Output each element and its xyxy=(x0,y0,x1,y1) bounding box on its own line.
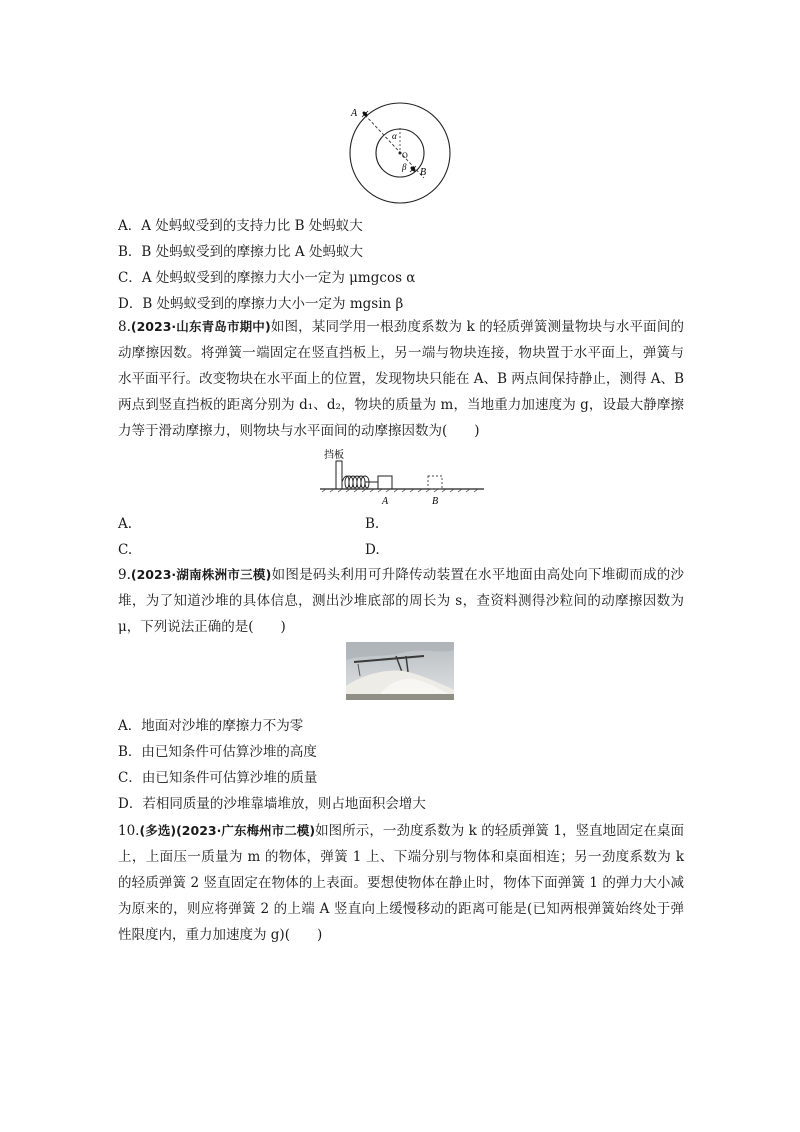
label-o: O xyxy=(402,151,408,160)
q9-number: 9. xyxy=(118,567,131,583)
q7-option-a: A．A 处蚂蚁受到的支持力比 B 处蚂蚁大 xyxy=(118,218,363,234)
q7-option-c: C．A 处蚂蚁受到的摩擦力大小一定为 μmgcos α xyxy=(118,270,416,286)
block-at-b xyxy=(428,476,442,489)
q7-option-d: D．B 处蚂蚁受到的摩擦力大小一定为 mgsin β xyxy=(118,296,404,312)
wall-board xyxy=(336,461,342,489)
point-a-label: A xyxy=(382,496,389,507)
q8-source: (2023·山东青岛市期中) xyxy=(130,319,271,334)
label-alpha: α xyxy=(392,131,397,141)
point-b-label: B xyxy=(432,496,439,507)
q9-body: 如图是码头利用可升降传动装置在水平地面由高处向下堆砌而成的沙堆，为了知道沙堆的具体信息，测出沙堆底部的周长为 s，查资料测得沙粒间的动摩擦因数为 μ，下列说法正确的是( ) xyxy=(118,567,685,635)
q8-option-b: B. xyxy=(365,516,380,532)
q8-text xyxy=(118,314,684,444)
diameter-dashed-line xyxy=(365,115,427,178)
q8-number: 8. xyxy=(118,319,131,335)
q10-text xyxy=(118,818,684,948)
board-label: 挡板 xyxy=(324,450,344,461)
block-at-a xyxy=(378,476,392,489)
label-a: A xyxy=(351,108,358,119)
q8-body: 如图，某同学用一根劲度系数为 k 的轻质弹簧测量物块与水平面间的动摩擦因数。将弹簧一端固定在竖直挡板上，另一端与物块连接，物块置于水平面上，弹簧与水平面平行。改变物块在水平面上的位置，发现物块只能在 A、B 两点间保持静止，测得 A、B 两点到竖直挡板的距离分别为 d₁、d₂，物块的质量为 m，当地重力加速度为 g，设最大静摩擦力等于滑动摩擦力，则物块与水平面间的动摩擦因数为( ) xyxy=(118,319,685,439)
q9-option-a: A．地面对沙堆的摩擦力不为零 xyxy=(118,718,304,734)
q10-source: (多选)(2023·广东梅州市二模) xyxy=(139,823,316,838)
q8-option-a: A. xyxy=(118,516,133,532)
spring-block-figure xyxy=(318,446,486,510)
q9-option-d: D．若相同质量的沙堆靠墙堆放，则占地面积会增大 xyxy=(118,796,426,812)
sand-pile-photo xyxy=(346,642,454,700)
label-b: B xyxy=(420,167,427,178)
q9-source: (2023·湖南株洲市三模) xyxy=(130,567,272,582)
spring-coil xyxy=(342,476,378,488)
q8-option-c: C. xyxy=(118,542,133,558)
ant-a-icon xyxy=(362,111,369,118)
label-beta: β xyxy=(402,162,407,172)
q9-option-c: C．由已知条件可估算沙堆的质量 xyxy=(118,770,318,786)
sand-pile-image xyxy=(346,642,454,700)
q10-body: 如图所示，一劲度系数为 k 的轻质弹簧 1，竖直地固定在桌面上，上面压一质量为 m 的物体，弹簧 1 上、下端分别与物体和桌面相连；另一劲度系数为 k 的轻质弹簧 2 竖直固定在物体的上表面。要想使物体在静止时，物体下面弹簧 1 的弹力大小减为原来的，则应将弹簧 2 的上端 A 竖直向上缓慢移动的距离可能是(已知两根弹簧始终处于弹性限度内，重力加速度为 g)( ) xyxy=(118,823,684,943)
q9-option-b: B．由已知条件可估算沙堆的高度 xyxy=(118,744,317,760)
q8-option-d: D. xyxy=(365,542,380,558)
q9-text xyxy=(118,562,684,640)
q7-option-b: B．B 处蚂蚁受到的摩擦力比 A 处蚂蚁大 xyxy=(118,244,363,260)
q10-number: 10. xyxy=(118,823,140,839)
concentric-circles-figure xyxy=(340,98,460,208)
